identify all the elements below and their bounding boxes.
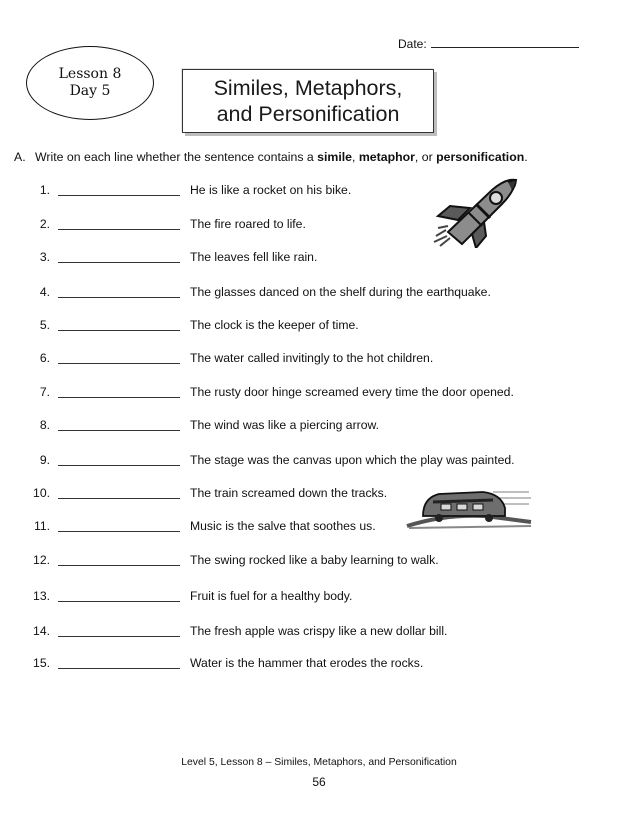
item-number: 9.: [39, 453, 50, 467]
answer-line[interactable]: [58, 519, 180, 532]
answer-line[interactable]: [58, 453, 180, 466]
item-number: 11.: [33, 519, 50, 533]
separator: ,: [352, 150, 356, 164]
item-number: 10.: [33, 486, 50, 500]
item-number: 5.: [39, 318, 50, 332]
train-illustration: [405, 482, 533, 530]
list-item: [22, 519, 376, 535]
term-metaphor: metaphor: [358, 150, 415, 164]
answer-line[interactable]: [58, 418, 180, 431]
title-line-2: and Personification: [216, 102, 400, 126]
section-label: A.: [14, 150, 26, 164]
item-sentence: The stage was the canvas upon which the play was painted.: [190, 453, 515, 467]
list-item: [22, 453, 515, 469]
list-item: [22, 250, 318, 266]
item-sentence: The leaves fell like rain.: [190, 250, 318, 264]
item-number: 2.: [39, 217, 50, 231]
answer-line[interactable]: [58, 183, 180, 196]
list-item: [22, 351, 434, 367]
list-item: [22, 183, 352, 199]
answer-line[interactable]: [58, 589, 180, 602]
item-number: 4.: [39, 285, 50, 299]
item-sentence: The water called invitingly to the hot children.: [190, 351, 434, 365]
answer-line[interactable]: [58, 486, 180, 499]
answer-line[interactable]: [58, 624, 180, 637]
answer-line[interactable]: [58, 656, 180, 669]
answer-line[interactable]: [58, 351, 180, 364]
list-item: [22, 624, 448, 640]
page-number: 56: [312, 775, 326, 789]
item-number: 15.: [33, 656, 50, 670]
lesson-number: Lesson 8: [58, 66, 122, 82]
term-simile: simile: [317, 150, 353, 164]
answer-line[interactable]: [58, 553, 180, 566]
item-number: 13.: [33, 589, 50, 603]
item-number: 6.: [39, 351, 50, 365]
item-number: 8.: [39, 418, 50, 432]
page-title: [182, 69, 434, 133]
item-sentence: The rusty door hinge screamed every time the door opened.: [190, 385, 514, 399]
date-field: [398, 37, 579, 51]
date-label: Date:: [398, 37, 427, 51]
answer-line[interactable]: [58, 250, 180, 263]
footer-text: Level 5, Lesson 8 – Similes, Metaphors, and Personification: [181, 757, 457, 768]
item-sentence: Fruit is fuel for a healthy body.: [190, 589, 353, 603]
item-number: 14.: [33, 624, 50, 638]
lesson-day: Day 5: [69, 83, 111, 99]
item-sentence: The clock is the keeper of time.: [190, 318, 359, 332]
date-blank-line[interactable]: [431, 37, 579, 48]
item-sentence: The fresh apple was crispy like a new dollar bill.: [190, 624, 448, 638]
answer-line[interactable]: [58, 318, 180, 331]
list-item: [22, 486, 388, 502]
item-number: 3.: [39, 250, 50, 264]
answer-line[interactable]: [58, 217, 180, 230]
rocket-illustration: [432, 176, 520, 248]
list-item: [22, 318, 359, 334]
item-number: 1.: [39, 183, 50, 197]
item-number: 7.: [39, 385, 50, 399]
instructions: [14, 150, 528, 164]
list-item: [22, 589, 353, 605]
item-sentence: The train screamed down the tracks.: [190, 486, 388, 500]
item-sentence: He is like a rocket on his bike.: [190, 183, 352, 197]
answer-line[interactable]: [58, 285, 180, 298]
item-sentence: Water is the hammer that erodes the rocks.: [190, 656, 424, 670]
list-item: [22, 217, 306, 233]
term-personification: personification: [436, 150, 525, 164]
item-sentence: The glasses danced on the shelf during the earthquake.: [190, 285, 491, 299]
separator: .: [524, 150, 528, 164]
list-item: [22, 656, 424, 672]
item-sentence: The swing rocked like a baby learning to walk.: [190, 553, 439, 567]
list-item: [22, 553, 439, 569]
instructions-text: Write on each line whether the sentence contains a: [35, 150, 314, 164]
item-number: 12.: [33, 553, 50, 567]
lesson-badge: [26, 46, 154, 120]
separator: , or: [414, 150, 433, 164]
item-sentence: The fire roared to life.: [190, 217, 306, 231]
answer-line[interactable]: [58, 385, 180, 398]
list-item: [22, 385, 514, 401]
item-sentence: The wind was like a piercing arrow.: [190, 418, 379, 432]
list-item: [22, 418, 379, 434]
item-sentence: Music is the salve that soothes us.: [190, 519, 376, 533]
title-line-1: Similes, Metaphors,: [213, 76, 403, 100]
list-item: [22, 285, 491, 301]
